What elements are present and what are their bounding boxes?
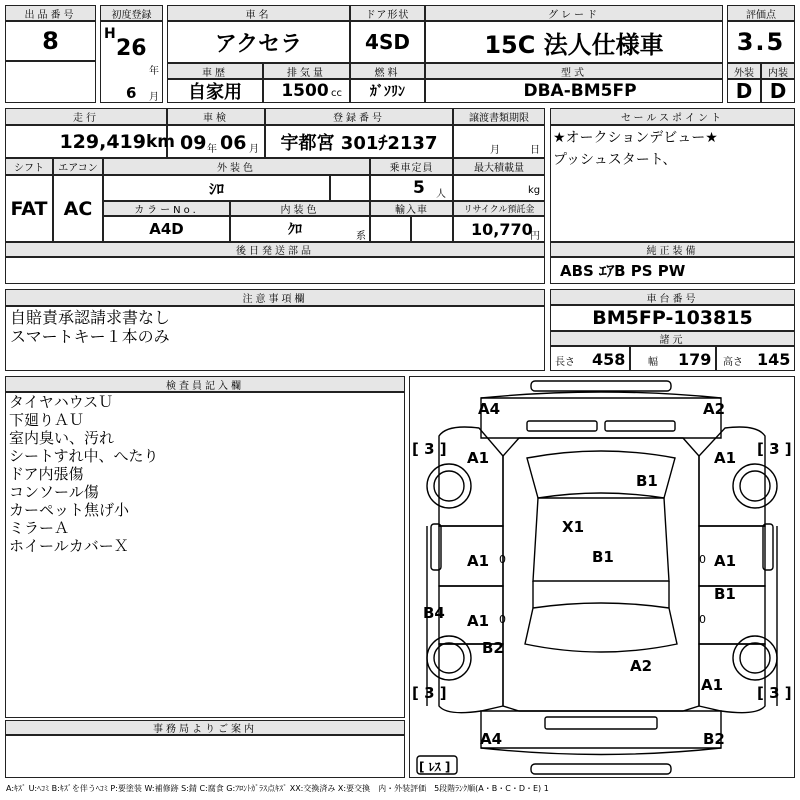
cc-unit: cc bbox=[331, 88, 342, 99]
door-header: ドア形状 bbox=[350, 5, 425, 21]
tire-mark-rear-left: [ 3 ] bbox=[412, 684, 447, 702]
specs-header: 諸元 bbox=[550, 331, 795, 346]
tire-mark-rear-right: [ 3 ] bbox=[757, 684, 792, 702]
car-diagram bbox=[409, 376, 795, 778]
length-label: 長さ bbox=[555, 357, 575, 368]
km-unit: km bbox=[146, 132, 176, 152]
score: 3.5 bbox=[736, 28, 786, 56]
lot-no-header: 出品番号 bbox=[5, 5, 96, 21]
car-name-header: 車名 bbox=[167, 5, 350, 21]
spare-tire-mark: [ ﾚｽ ] bbox=[419, 760, 451, 774]
fuel: ｶﾞｿﾘﾝ bbox=[370, 84, 405, 100]
model-header: 型式 bbox=[425, 63, 723, 79]
mark-b2-bottom: B2 bbox=[703, 730, 725, 748]
insp-month: 06 bbox=[220, 132, 247, 154]
int-grade: D bbox=[769, 79, 787, 103]
inspector-note-1: タイヤハウスＵ bbox=[9, 393, 114, 411]
kg-unit: kg bbox=[528, 185, 541, 196]
zero-left-1: 0 bbox=[499, 553, 506, 566]
inspector-note-7: カーペット焦げ小 bbox=[9, 501, 130, 519]
color-cell-extra bbox=[330, 175, 370, 201]
equipment-header: 純正装備 bbox=[550, 242, 795, 257]
chassis-header: 車台番号 bbox=[550, 289, 795, 305]
displacement: 1500 bbox=[281, 81, 329, 101]
reg-month: 6 bbox=[126, 84, 137, 102]
color-no: A4D bbox=[149, 220, 184, 238]
mark-a1-left-door2: A1 bbox=[467, 612, 490, 630]
recycle: 10,770 bbox=[471, 220, 533, 239]
zero-right-2: 0 bbox=[699, 613, 706, 626]
inspection-header: 車検 bbox=[167, 108, 265, 125]
insp-year: 09 bbox=[180, 132, 207, 154]
insp-month-unit: 月 bbox=[249, 144, 259, 155]
mark-b4-left: B4 bbox=[423, 604, 445, 622]
car-name: アクセラ bbox=[214, 31, 303, 57]
width: 179 bbox=[678, 350, 712, 369]
plate: 宇都宮 301ﾁ2137 bbox=[280, 132, 438, 154]
tire-mark-front-left: [ 3 ] bbox=[412, 440, 447, 458]
history-header: 車歴 bbox=[167, 63, 263, 79]
inspector-header: 検査員記入欄 bbox=[5, 376, 405, 392]
person-unit: 人 bbox=[436, 189, 446, 200]
mark-a1-left-top: A1 bbox=[467, 449, 490, 467]
note-2: スマートキー１本のみ bbox=[10, 327, 170, 346]
mark-x1: X1 bbox=[562, 518, 585, 536]
year-unit: 年 bbox=[149, 66, 159, 77]
height: 145 bbox=[757, 350, 791, 369]
recycle-header: リサイクル預託金 bbox=[453, 201, 545, 216]
tire-mark-front-right: [ 3 ] bbox=[757, 440, 792, 458]
displacement-header: 排気量 bbox=[263, 63, 350, 79]
later-parts-header: 後日発送部品 bbox=[5, 242, 545, 257]
load-header: 最大積載量 bbox=[453, 158, 545, 175]
note-1: 自賠責承認請求書なし bbox=[10, 308, 171, 327]
plate-header: 登録番号 bbox=[265, 108, 453, 125]
transfer-header: 譲渡書類期限 bbox=[453, 108, 545, 125]
mark-b1-right: B1 bbox=[714, 585, 736, 603]
sales-point-1: ★オークションデビュー★ bbox=[553, 130, 718, 146]
inspector-note-9: ホイールカバーＸ bbox=[9, 537, 129, 555]
legend: A:ｷｽﾞ U:ﾍｺﾐ B:ｷｽﾞを伴うﾍｺﾐ P:要塗装 W:補修跡 S:錆 C:腐食 G:ﾌﾛﾝﾄｶﾞﾗｽ点ｷｽﾞ XX:交換済み X:要交換 内・外装評価 5段階ﾗﾝｸ順(A・B・C・D・E) 1 bbox=[6, 784, 549, 793]
interior: ｸﾛ bbox=[288, 222, 302, 238]
capacity: 5 bbox=[413, 178, 425, 198]
score-header: 評価点 bbox=[727, 5, 795, 21]
interior-unit: 系 bbox=[356, 231, 366, 242]
history: 自家用 bbox=[188, 82, 242, 103]
mark-a1-right-top: A1 bbox=[714, 449, 737, 467]
mark-a4-top: A4 bbox=[478, 400, 501, 418]
mark-a1-left-door1: A1 bbox=[467, 552, 490, 570]
ac-header: エアコン bbox=[53, 158, 103, 175]
equipment: ABS ｴｱB PS PW bbox=[560, 262, 686, 280]
office-header: 事務局よりご案内 bbox=[5, 720, 405, 735]
transfer-month-unit: 月 bbox=[490, 145, 500, 156]
mark-a4-bottom: A4 bbox=[480, 730, 503, 748]
sales-point-header: セールスポイント bbox=[550, 108, 795, 125]
grade-header: グレード bbox=[425, 5, 723, 21]
mileage: 129,419 bbox=[59, 130, 146, 153]
mark-a2-top: A2 bbox=[703, 400, 726, 418]
import-cell-b bbox=[411, 216, 453, 242]
office-cell bbox=[5, 735, 405, 778]
ext-grade: D bbox=[735, 79, 753, 103]
fuel-header: 燃料 bbox=[350, 63, 425, 79]
mark-b1-roof: B1 bbox=[636, 472, 658, 490]
ext-header: 外装 bbox=[727, 63, 761, 79]
length: 458 bbox=[592, 350, 626, 369]
inspector-note-3: 室内臭い、汚れ bbox=[9, 429, 115, 447]
insp-year-unit: 年 bbox=[207, 144, 217, 155]
width-label: 幅 bbox=[648, 357, 658, 368]
mileage-header: 走行 bbox=[5, 108, 167, 125]
inspector-note-5: ドア内張傷 bbox=[9, 465, 84, 483]
later-parts-cell bbox=[5, 257, 545, 284]
mark-a1-right-door1: A1 bbox=[714, 552, 737, 570]
reg-year: 26 bbox=[116, 36, 147, 61]
inspector-note-6: コンソール傷 bbox=[9, 483, 99, 501]
door: 4SD bbox=[365, 30, 410, 54]
import-header: 輸入車 bbox=[370, 201, 453, 216]
interior-header: 内装色 bbox=[230, 201, 370, 216]
zero-right-1: 0 bbox=[699, 553, 706, 566]
capacity-header: 乗車定員 bbox=[370, 158, 453, 175]
color: ｼﾛ bbox=[208, 179, 224, 198]
shift-header: シフト bbox=[5, 158, 53, 175]
era: H bbox=[104, 26, 116, 42]
zero-left-2: 0 bbox=[499, 613, 506, 626]
inspector-note-8: ミラーＡ bbox=[9, 519, 70, 537]
chassis: BM5FP-103815 bbox=[592, 307, 753, 329]
yen-unit: 円 bbox=[530, 231, 540, 242]
color-header: 外装色 bbox=[103, 158, 370, 175]
sales-point-2: プッシュスタート、 bbox=[553, 152, 677, 168]
mark-b2-left: B2 bbox=[482, 639, 504, 657]
inspector-note-4: シートすれ中、へたり bbox=[9, 447, 159, 465]
height-label: 高さ bbox=[723, 357, 743, 368]
inspector-note-2: 下廻りＡＵ bbox=[9, 411, 85, 429]
int-header: 内装 bbox=[761, 63, 795, 79]
import-cell-a bbox=[370, 216, 411, 242]
mark-b1-center: B1 bbox=[592, 548, 614, 566]
shift: FAT bbox=[10, 197, 48, 220]
transfer-day-unit: 日 bbox=[530, 145, 540, 156]
lot-no: 8 bbox=[42, 27, 59, 55]
notes-header: 注意事項欄 bbox=[5, 289, 545, 306]
lot-no-blank bbox=[5, 61, 96, 103]
mark-a2-trunk: A2 bbox=[630, 657, 653, 675]
mark-a1-right-bottom: A1 bbox=[701, 676, 724, 694]
ac: AC bbox=[63, 197, 93, 220]
month-unit: 月 bbox=[149, 92, 159, 103]
model: DBA-BM5FP bbox=[523, 81, 637, 101]
color-no-header: カラーNo. bbox=[103, 201, 230, 216]
first-reg-header: 初度登録 bbox=[100, 5, 163, 21]
grade: 15C 法人仕様車 bbox=[484, 30, 664, 59]
